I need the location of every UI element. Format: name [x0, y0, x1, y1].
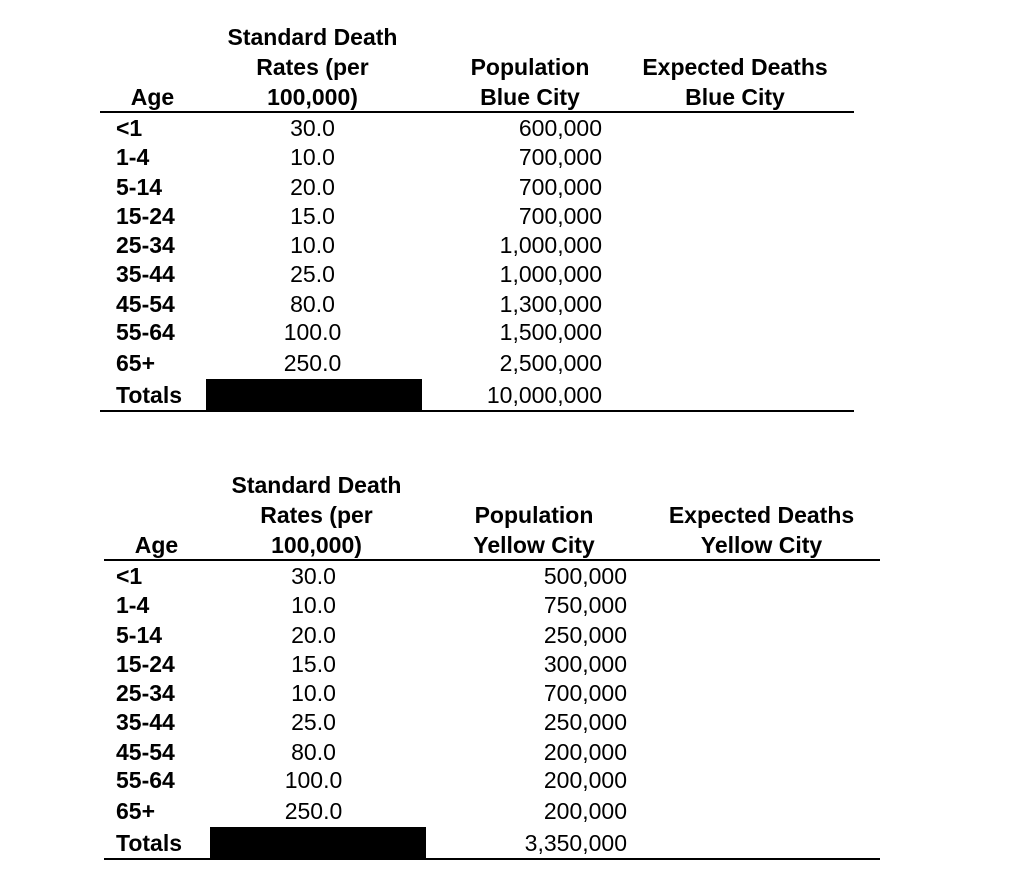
population-cell: 1,000,000: [499, 232, 602, 258]
rate-cell: 80.0: [291, 739, 336, 765]
header-expected-deaths: Expected Deaths Yellow City: [668, 502, 855, 558]
age-cell: 15-24: [116, 651, 175, 677]
header-population: Population Blue City: [470, 54, 590, 110]
header-standard-death-rates: Standard Death Rates (per 100,000): [231, 472, 402, 558]
totals-label: Totals: [116, 382, 183, 408]
rate-cell: 250.0: [283, 350, 342, 376]
rate-cell: 30.0: [291, 563, 336, 589]
population-cell: 500,000: [543, 563, 627, 589]
age-cell: <1: [116, 563, 143, 589]
age-cell: 15-24: [116, 203, 175, 229]
population-cell: 700,000: [518, 174, 602, 200]
totals-population: 10,000,000: [486, 382, 602, 408]
rate-cell: 25.0: [291, 709, 336, 735]
rate-cell: 15.0: [290, 203, 335, 229]
header-rule: [104, 559, 880, 561]
population-cell: 250,000: [543, 709, 627, 735]
age-cell: 35-44: [116, 261, 175, 287]
population-cell: 1,300,000: [499, 291, 602, 317]
population-cell: 200,000: [543, 739, 627, 765]
redacted-rate-total: [206, 379, 422, 411]
rate-cell: 15.0: [291, 651, 336, 677]
rate-cell: 20.0: [290, 174, 335, 200]
rate-cell: 100.0: [283, 319, 342, 345]
age-cell: 55-64: [116, 767, 175, 793]
age-cell: 1-4: [116, 144, 150, 170]
rate-cell: 10.0: [291, 592, 336, 618]
table-yellow-city: [104, 470, 884, 862]
population-cell: 200,000: [543, 767, 627, 793]
rate-cell: 20.0: [291, 622, 336, 648]
totals-population: 3,350,000: [524, 830, 627, 856]
age-cell: 45-54: [116, 291, 175, 317]
age-cell: 25-34: [116, 680, 175, 706]
rate-cell: 10.0: [291, 680, 336, 706]
bottom-rule: [104, 858, 880, 860]
age-cell: 5-14: [116, 174, 163, 200]
totals-label: Totals: [116, 830, 183, 856]
population-cell: 700,000: [518, 144, 602, 170]
bottom-rule: [100, 410, 854, 412]
population-cell: 700,000: [543, 680, 627, 706]
rate-cell: 100.0: [284, 767, 343, 793]
population-cell: 250,000: [543, 622, 627, 648]
rate-cell: 30.0: [290, 115, 335, 141]
header-expected-deaths: Expected Deaths Blue City: [642, 54, 828, 110]
age-cell: 65+: [116, 798, 156, 824]
age-cell: <1: [116, 115, 143, 141]
population-cell: 700,000: [518, 203, 602, 229]
table-blue-city: [100, 22, 860, 414]
age-cell: 45-54: [116, 739, 175, 765]
redacted-rate-total: [210, 827, 426, 859]
population-cell: 300,000: [543, 651, 627, 677]
age-cell: 65+: [116, 350, 156, 376]
rate-cell: 80.0: [290, 291, 335, 317]
age-cell: 55-64: [116, 319, 175, 345]
rate-cell: 25.0: [290, 261, 335, 287]
population-cell: 1,000,000: [499, 261, 602, 287]
rate-cell: 10.0: [290, 144, 335, 170]
age-cell: 35-44: [116, 709, 175, 735]
age-cell: 5-14: [116, 622, 163, 648]
header-rule: [100, 111, 854, 113]
header-population: Population Yellow City: [473, 502, 595, 558]
rate-cell: 10.0: [290, 232, 335, 258]
population-cell: 600,000: [518, 115, 602, 141]
population-cell: 1,500,000: [499, 319, 602, 345]
population-cell: 750,000: [543, 592, 627, 618]
header-age: Age: [130, 84, 175, 110]
population-cell: 2,500,000: [499, 350, 602, 376]
age-cell: 1-4: [116, 592, 150, 618]
population-cell: 200,000: [543, 798, 627, 824]
rate-cell: 250.0: [284, 798, 343, 824]
header-standard-death-rates: Standard Death Rates (per 100,000): [227, 24, 398, 110]
age-cell: 25-34: [116, 232, 175, 258]
header-age: Age: [134, 532, 179, 558]
